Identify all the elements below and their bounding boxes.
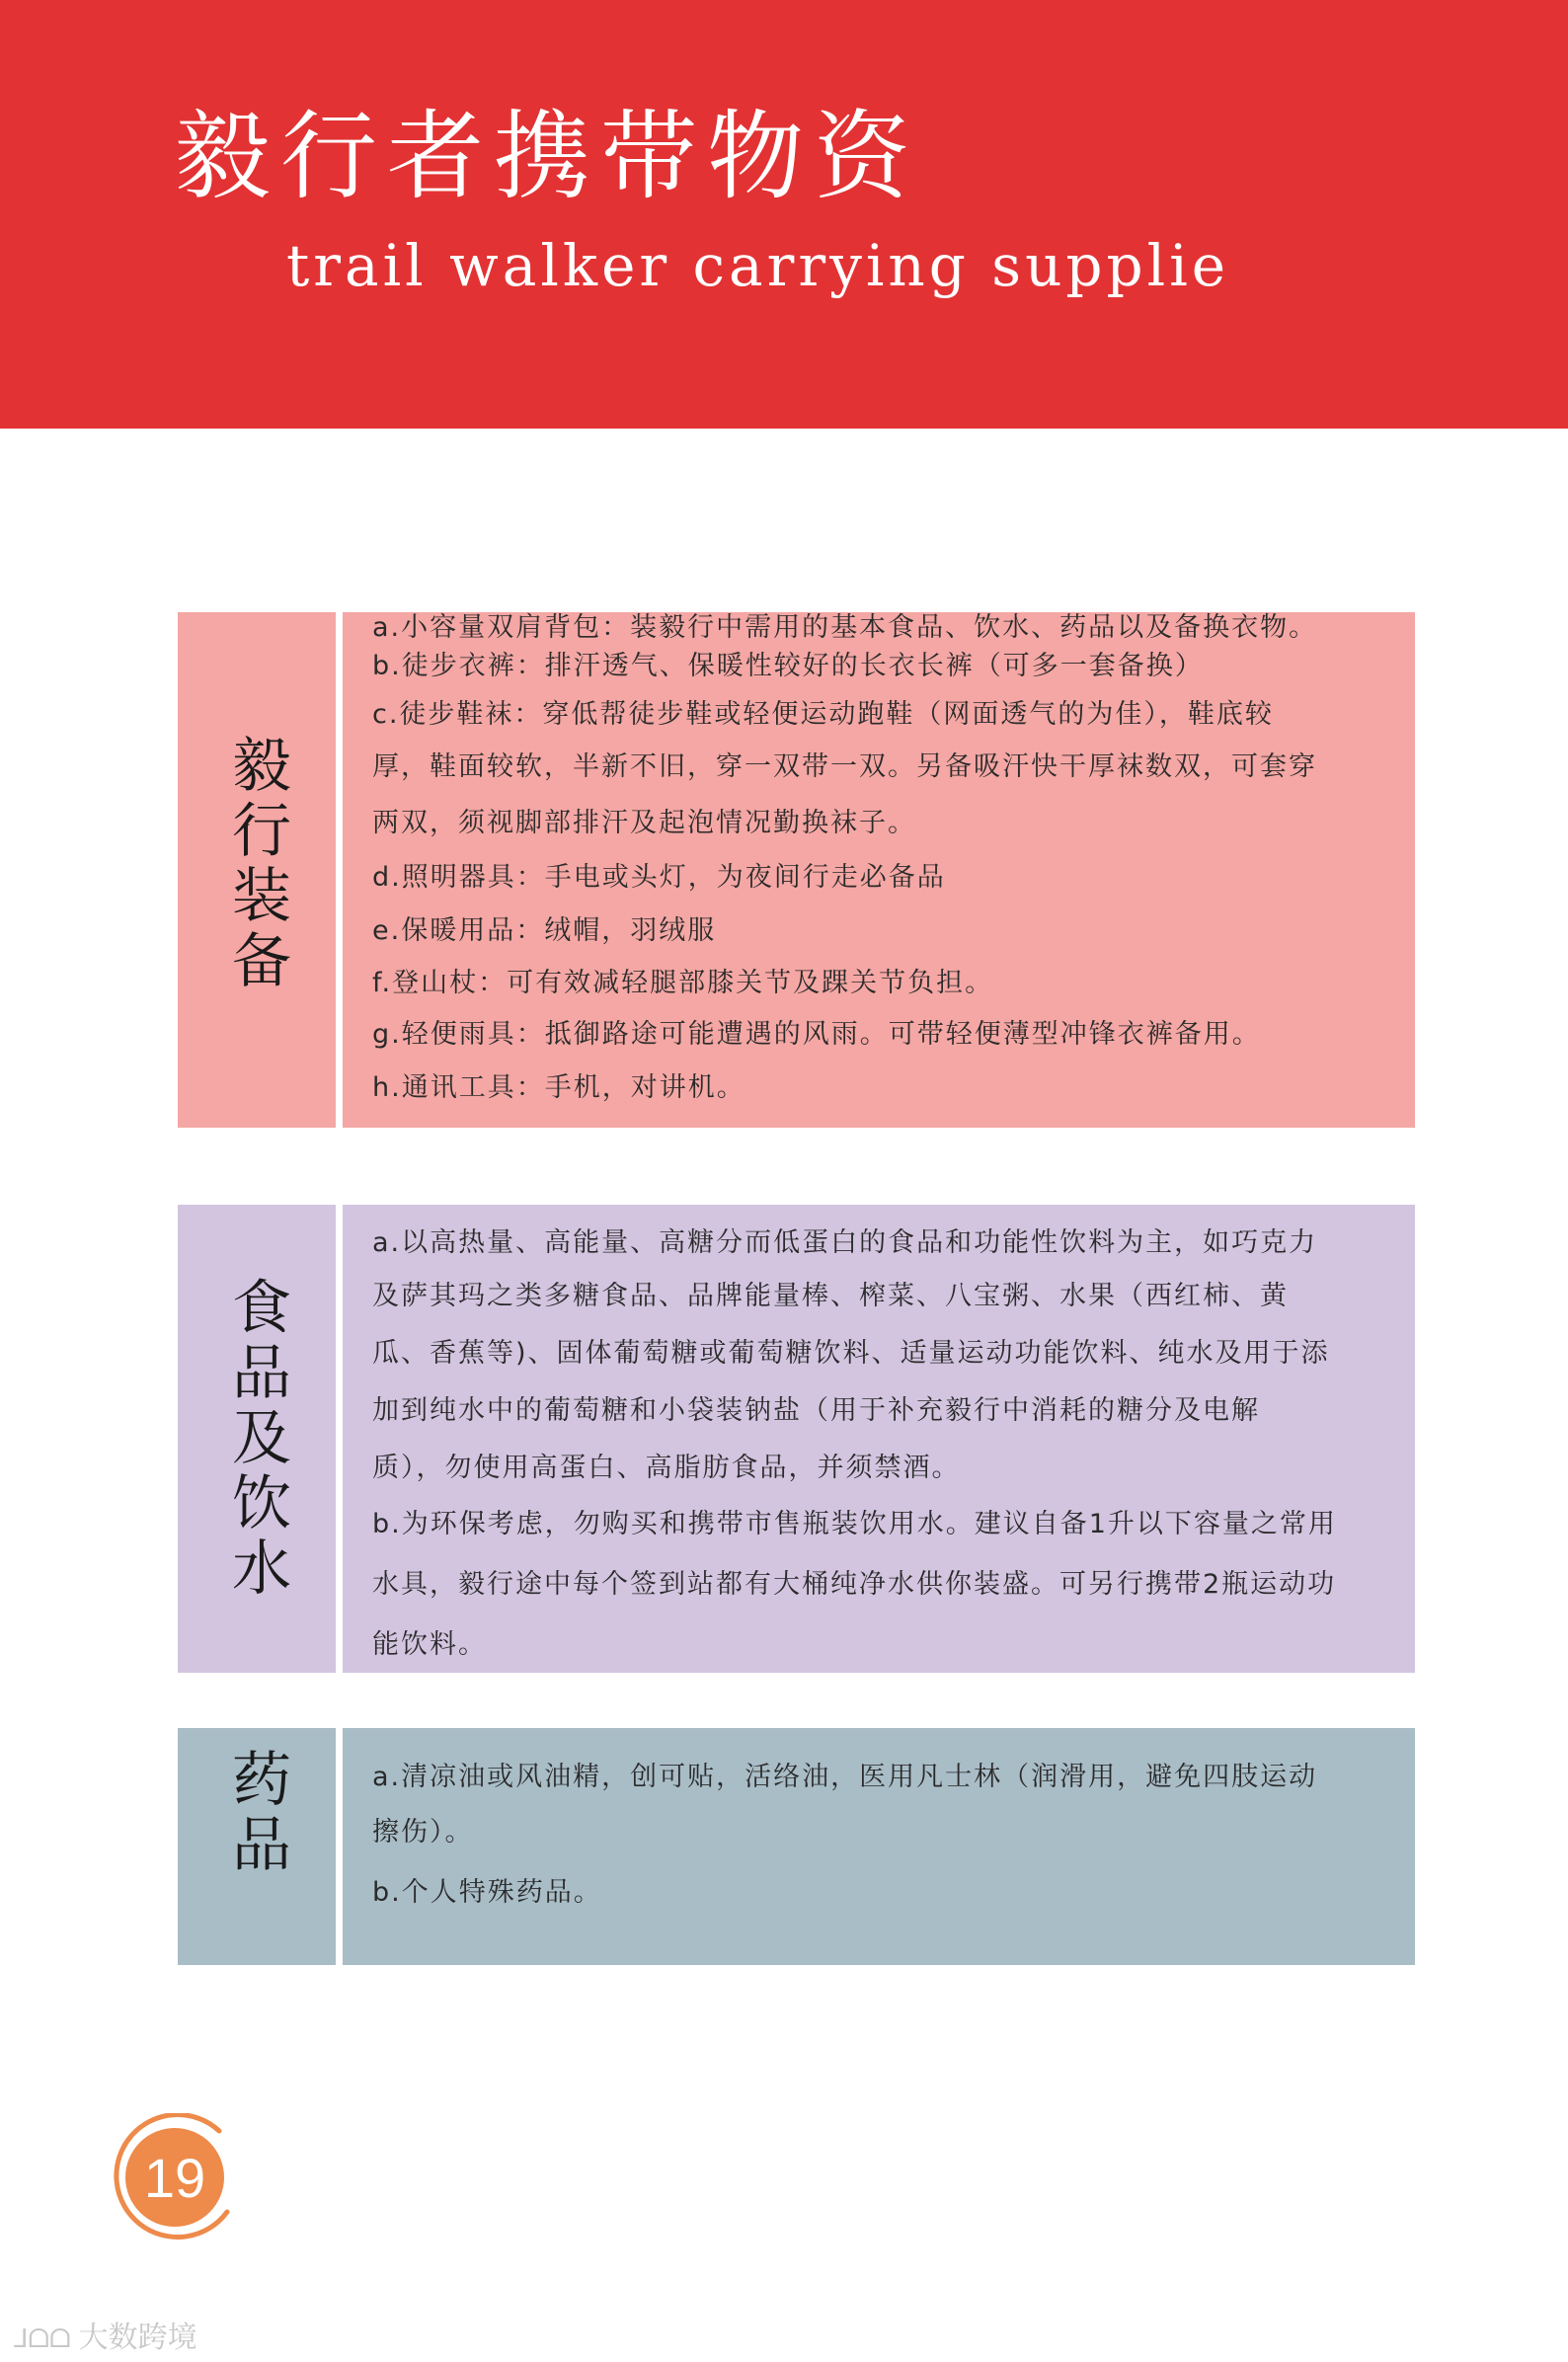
watermark-logo-icon: ⅃ᗝᗝ [14,2324,71,2354]
section-content [343,1728,1415,1965]
content-line: h.通讯工具：手机，对讲机。 [372,1072,745,1103]
content-line: b.个人特殊药品。 [372,1877,602,1908]
page-number-badge [111,2113,239,2242]
content-line: g.轻便雨具：抵御路途可能遭遇的风雨。可带轻便薄型冲锋衣裤备用。 [372,1019,1261,1050]
watermark [14,2313,197,2356]
section-label: 食品及饮水 [222,1276,291,1602]
section-label: 毅行装备 [222,734,291,994]
section-equipment [178,612,1415,1128]
content-line: a.小容量双肩背包：装毅行中需用的基本食品、饮水、药品以及备换衣物。 [372,612,1318,643]
page-number: 19 [143,2146,206,2209]
section-content [343,1205,1415,1673]
content-line: 厚，鞋面较软，半新不旧，穿一双带一双。另备吸汗快干厚袜数双，可套穿 [372,751,1317,782]
content-line: 擦伤）。 [372,1817,474,1848]
watermark-text: 大数跨境 [78,2321,197,2355]
page-subtitle: trail walker carrying supplie [286,232,1230,299]
content-line: f.登山杖：可有效减轻腿部膝关节及踝关节负担。 [372,968,994,998]
section-medicine [178,1728,1415,1965]
content-line: b.徒步衣裤：排汗透气、保暖性较好的长衣长裤（可多一套备换） [372,651,1204,681]
content-line: 能饮料。 [372,1629,487,1660]
section-label-box [178,612,336,1128]
content-line: 瓜、香蕉等)、固体葡萄糖或葡萄糖饮料、适量运动功能饮料、纯水及用于添 [372,1338,1330,1369]
section-content [343,612,1415,1128]
section-label: 药品 [222,1748,291,1878]
page-title: 毅行者携带物资 [174,101,921,213]
section-food-water [178,1205,1415,1673]
content-line: a.清凉油或风油精，创可贴，活络油，医用凡士林（润滑用，避免四肢运动 [372,1762,1318,1792]
section-label-box [178,1728,336,1965]
content-line: 及萨其玛之类多糖食品、品牌能量棒、榨菜、八宝粥、水果（西红柿、黄 [372,1281,1289,1311]
content-line: 质），勿使用高蛋白、高脂肪食品，并须禁酒。 [372,1453,961,1483]
content-line: d.照明器具：手电或头灯，为夜间行走必备品 [372,862,946,893]
header-banner [0,0,1568,429]
content-line: b.为环保考虑，勿购买和携带市售瓶装饮用水。建议自备1升以下容量之常用 [372,1509,1337,1539]
content-line: 两双，须视脚部排汗及起泡情况勤换袜子。 [372,808,916,838]
content-line: c.徒步鞋袜：穿低帮徒步鞋或轻便运动跑鞋（网面透气的为佳），鞋底较 [372,699,1274,730]
content-line: a.以高热量、高能量、高糖分而低蛋白的食品和功能性饮料为主，如巧克力 [372,1227,1318,1258]
content-line: e.保暖用品：绒帽，羽绒服 [372,915,717,946]
content-line: 加到纯水中的葡萄糖和小袋装钠盐（用于补充毅行中消耗的糖分及电解 [372,1395,1260,1426]
section-label-box [178,1205,336,1673]
content-line: 水具，毅行途中每个签到站都有大桶纯净水供你装盛。可另行携带2瓶运动功 [372,1569,1337,1600]
